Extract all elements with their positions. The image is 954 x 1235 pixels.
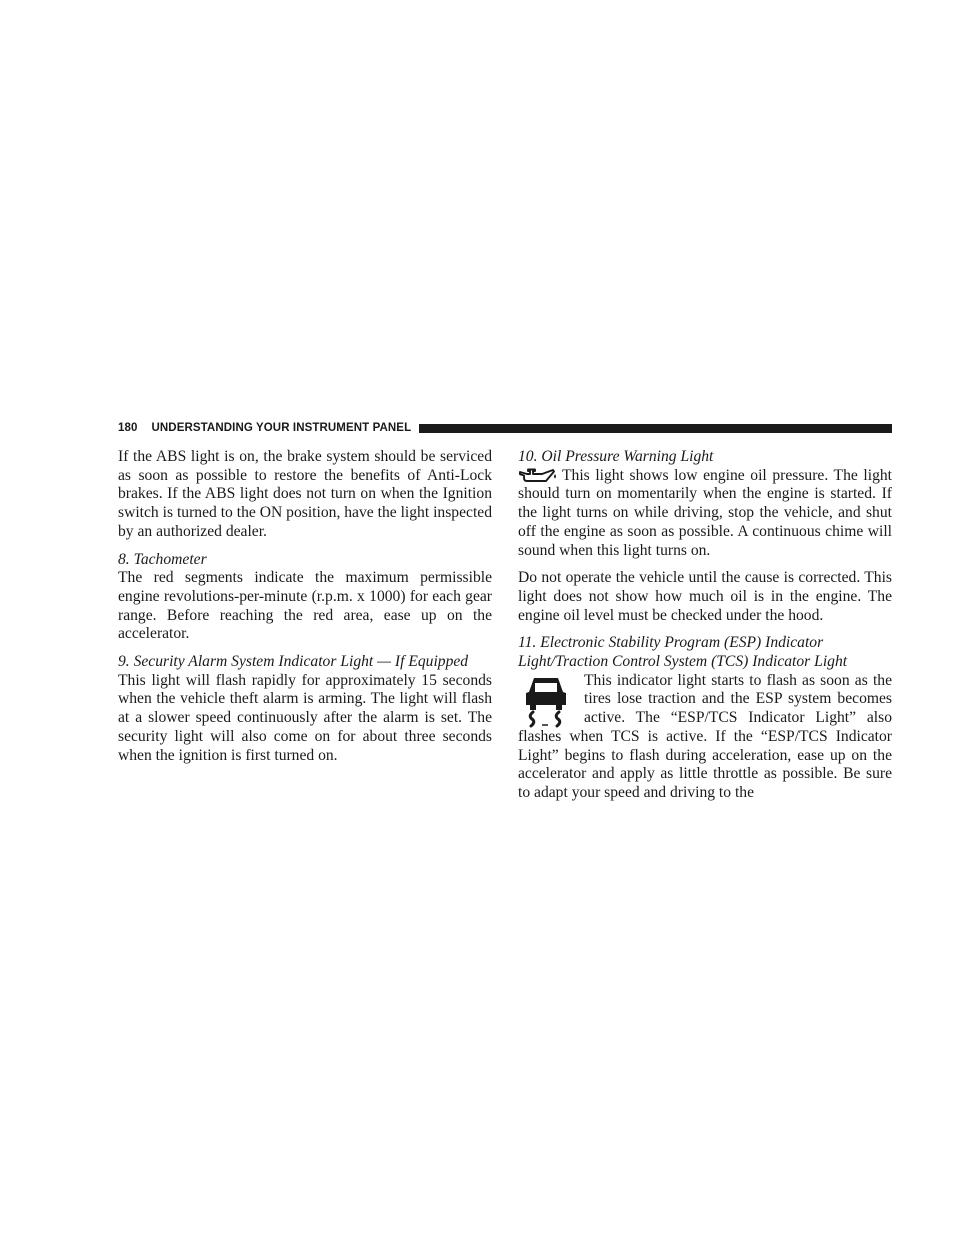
skidding-car-icon (518, 672, 576, 728)
abs-paragraph: If the ABS light is on, the brake system should be serviced as soon as possible to restore the benefits of Anti-Lock brakes. If the ABS light does not turn on when the Ignition switch is turned to the ON position, have the light inspected by an authorized dealer. (118, 448, 492, 540)
security-heading: 9. Security Alarm System Indicator Light — If Equipped (118, 653, 469, 671)
oil-paragraph-2: Do not operate the vehicle until the cause is corrected. This light does not show how much oil is in the engine. The engine oil level must be checked under the hood. (518, 569, 892, 624)
section-title: UNDERSTANDING YOUR INSTRUMENT PANEL (151, 422, 412, 434)
security-paragraph: This light will flash rapidly for approximately 15 seconds when the vehicle theft alarm is arming. The light will flash at a slower speed continuously after the alarm is set. The security light will also come on for about three seconds when the ignition is first turned on. (118, 671, 492, 764)
esp-block (518, 672, 892, 803)
page-number: 180 (118, 422, 138, 434)
esp-heading: 11. Electronic Stability Program (ESP) Indicator Light/Traction Control System (TCS) Indicator Light (518, 634, 848, 671)
oil-block (518, 467, 892, 561)
right-column (518, 448, 892, 803)
oil-paragraph: This light shows low engine oil pressure. The light should turn on momentarily when the engine is started. If the light turns on while driving, stop the vehicle, and shut off the engine as soon as possible. A continuous chime will sound when this light turns on. (518, 466, 892, 559)
oil-heading: 10. Oil Pressure Warning Light (518, 448, 714, 465)
oil-can-icon (518, 467, 558, 485)
tachometer-heading: 8. Tachometer (118, 550, 207, 568)
esp-paragraph: This indicator light starts to flash as soon as the tires lose traction and the ESP system becomes active. The “ESP/TCS Indicator Light” also flashes when TCS is active. If the “ESP/TCS Indicator Light” begins to flash during acceleration, ease up on the accelerator and apply as little throttle as possible. Be sure to adapt your speed and driving to the (518, 671, 892, 801)
header-rule (419, 424, 892, 433)
left-column (118, 448, 492, 765)
tachometer-paragraph: The red segments indicate the maximum permissible engine revolutions-per-minute (r.p.m. x 1000) for each gear range. Before reaching the red area, ease up on the accelerator. (118, 569, 492, 643)
page-header (118, 419, 892, 437)
